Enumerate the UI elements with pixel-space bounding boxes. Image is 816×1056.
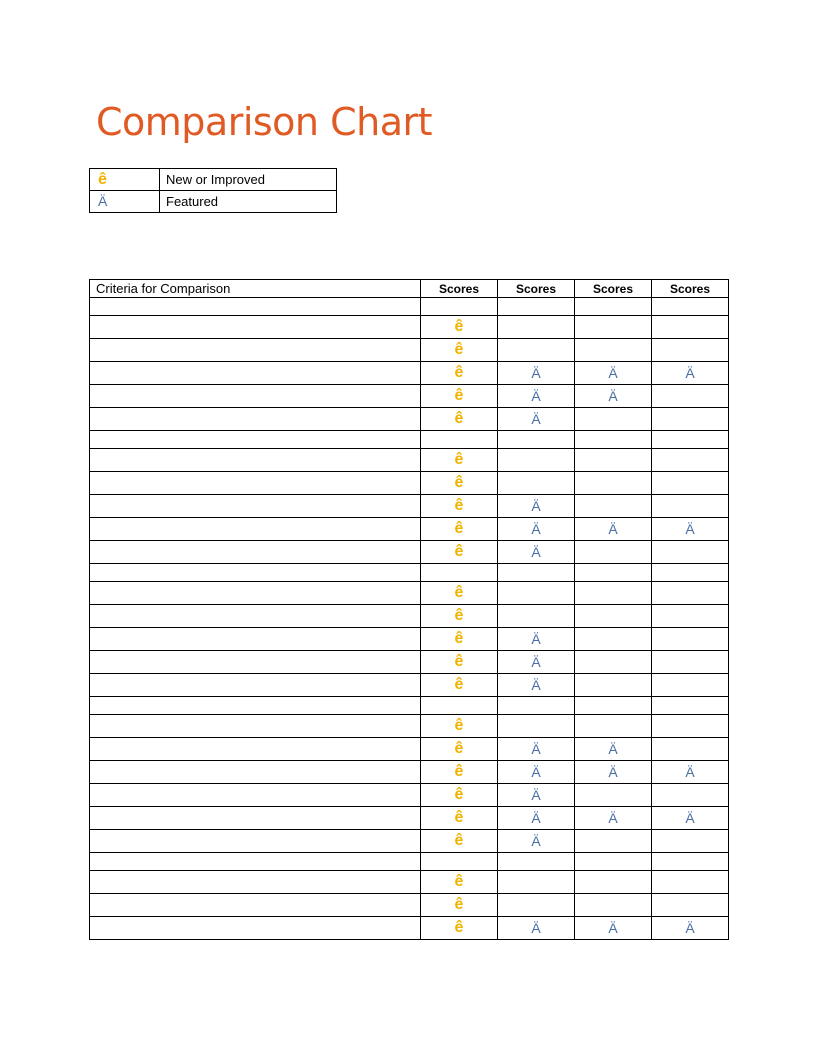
score-cell	[498, 761, 575, 784]
score-cell	[575, 651, 652, 674]
score-cell	[421, 917, 498, 940]
score-cell	[421, 541, 498, 564]
criteria-header: Criteria for Comparison	[90, 280, 421, 298]
new-or-improved-icon: ê	[454, 607, 464, 624]
table-row	[90, 605, 729, 628]
featured-icon: Ä	[608, 387, 618, 404]
new-or-improved-icon: ê	[454, 763, 464, 780]
score-cell	[652, 564, 729, 582]
score-cell	[498, 784, 575, 807]
score-cell	[421, 674, 498, 697]
criteria-cell	[90, 871, 421, 894]
table-row	[90, 518, 729, 541]
criteria-cell	[90, 738, 421, 761]
new-or-improved-icon: ê	[98, 170, 107, 188]
score-cell	[498, 830, 575, 853]
score-cell	[575, 807, 652, 830]
featured-icon: Ä	[531, 786, 541, 803]
score-cell	[652, 674, 729, 697]
table-row	[90, 408, 729, 431]
score-cell	[498, 871, 575, 894]
score-cell	[421, 761, 498, 784]
score-cell	[498, 651, 575, 674]
new-or-improved-icon: ê	[454, 873, 464, 890]
table-row	[90, 472, 729, 495]
score-cell	[652, 339, 729, 362]
table-row	[90, 316, 729, 339]
table-row	[90, 830, 729, 853]
featured-icon: Ä	[608, 740, 618, 757]
score-cell	[575, 894, 652, 917]
legend-row-featured	[90, 191, 337, 213]
criteria-cell	[90, 807, 421, 830]
score-cell	[575, 582, 652, 605]
score-cell	[498, 628, 575, 651]
score-cell	[421, 784, 498, 807]
score-cell	[575, 830, 652, 853]
featured-icon: Ä	[531, 520, 541, 537]
criteria-cell	[90, 784, 421, 807]
criteria-cell	[90, 339, 421, 362]
score-cell	[575, 472, 652, 495]
score-cell	[421, 715, 498, 738]
new-or-improved-icon: ê	[454, 896, 464, 913]
featured-icon: Ä	[531, 364, 541, 381]
new-or-improved-icon: ê	[454, 318, 464, 335]
score-cell	[498, 894, 575, 917]
score-cell	[498, 431, 575, 449]
table-row	[90, 385, 729, 408]
new-or-improved-icon: ê	[454, 584, 464, 601]
score-cell	[498, 582, 575, 605]
table-row	[90, 628, 729, 651]
table-row	[90, 871, 729, 894]
score-cell	[498, 362, 575, 385]
table-row	[90, 362, 729, 385]
score-cell	[421, 472, 498, 495]
score-cell	[498, 917, 575, 940]
criteria-cell	[90, 472, 421, 495]
score-cell	[498, 674, 575, 697]
score-cell	[652, 605, 729, 628]
scores-header: Scores	[498, 280, 575, 298]
score-cell	[652, 784, 729, 807]
criteria-cell	[90, 715, 421, 738]
new-or-improved-icon: ê	[454, 387, 464, 404]
score-cell	[421, 316, 498, 339]
new-or-improved-icon: ê	[454, 653, 464, 670]
score-cell	[498, 853, 575, 871]
score-cell	[652, 316, 729, 339]
table-spacer-row	[90, 298, 729, 316]
score-cell	[498, 339, 575, 362]
featured-icon: Ä	[685, 520, 695, 537]
score-cell	[421, 582, 498, 605]
table-row	[90, 651, 729, 674]
score-cell	[421, 449, 498, 472]
featured-icon: Ä	[531, 763, 541, 780]
criteria-cell	[90, 564, 421, 582]
table-header-row	[90, 280, 729, 298]
criteria-cell	[90, 917, 421, 940]
score-cell	[421, 894, 498, 917]
new-or-improved-icon: ê	[454, 410, 464, 427]
new-or-improved-icon: ê	[454, 364, 464, 381]
score-cell	[421, 385, 498, 408]
score-cell	[421, 738, 498, 761]
table-row	[90, 582, 729, 605]
criteria-cell	[90, 761, 421, 784]
new-or-improved-icon: ê	[454, 717, 464, 734]
new-or-improved-icon: ê	[454, 630, 464, 647]
score-cell	[421, 495, 498, 518]
score-cell	[498, 316, 575, 339]
criteria-cell	[90, 651, 421, 674]
score-cell	[575, 697, 652, 715]
criteria-cell	[90, 853, 421, 871]
criteria-cell	[90, 628, 421, 651]
score-cell	[421, 362, 498, 385]
score-cell	[498, 605, 575, 628]
comparison-table	[89, 279, 729, 940]
table-body	[90, 298, 729, 940]
criteria-cell	[90, 830, 421, 853]
featured-icon: Ä	[685, 364, 695, 381]
scores-header: Scores	[652, 280, 729, 298]
scores-header: Scores	[421, 280, 498, 298]
score-cell	[652, 853, 729, 871]
legend-row-new	[90, 169, 337, 191]
criteria-cell	[90, 385, 421, 408]
page-title: Comparison Chart	[96, 100, 433, 144]
score-cell	[498, 472, 575, 495]
score-cell	[421, 408, 498, 431]
featured-icon: Ä	[531, 676, 541, 693]
featured-icon: Ä	[685, 809, 695, 826]
score-cell	[575, 715, 652, 738]
featured-icon: Ä	[531, 410, 541, 427]
score-cell	[575, 541, 652, 564]
score-cell	[652, 761, 729, 784]
score-cell	[575, 564, 652, 582]
score-cell	[652, 408, 729, 431]
score-cell	[575, 871, 652, 894]
criteria-cell	[90, 495, 421, 518]
table-row	[90, 339, 729, 362]
table-row	[90, 761, 729, 784]
criteria-cell	[90, 674, 421, 697]
featured-icon: Ä	[608, 809, 618, 826]
score-cell	[421, 298, 498, 316]
score-cell	[575, 385, 652, 408]
score-cell	[652, 871, 729, 894]
score-cell	[421, 518, 498, 541]
criteria-cell	[90, 582, 421, 605]
score-cell	[421, 564, 498, 582]
new-or-improved-icon: ê	[454, 341, 464, 358]
score-cell	[575, 628, 652, 651]
score-cell	[652, 541, 729, 564]
criteria-cell	[90, 431, 421, 449]
table-spacer-row	[90, 564, 729, 582]
score-cell	[575, 495, 652, 518]
featured-icon: Ä	[531, 809, 541, 826]
score-cell	[498, 408, 575, 431]
score-cell	[575, 298, 652, 316]
score-cell	[575, 408, 652, 431]
new-or-improved-icon: ê	[454, 786, 464, 803]
score-cell	[421, 830, 498, 853]
new-or-improved-icon: ê	[454, 740, 464, 757]
score-cell	[498, 807, 575, 830]
new-or-improved-icon: ê	[454, 520, 464, 537]
score-cell	[421, 605, 498, 628]
legend-label-featured: Featured	[160, 191, 337, 213]
score-cell	[652, 385, 729, 408]
criteria-cell	[90, 541, 421, 564]
featured-icon: Ä	[531, 832, 541, 849]
score-cell	[652, 651, 729, 674]
legend-label-new: New or Improved	[160, 169, 337, 191]
score-cell	[652, 298, 729, 316]
new-or-improved-icon: ê	[454, 809, 464, 826]
featured-icon: Ä	[531, 740, 541, 757]
score-cell	[652, 472, 729, 495]
featured-icon: Ä	[608, 763, 618, 780]
score-cell	[575, 674, 652, 697]
score-cell	[575, 853, 652, 871]
table-row	[90, 917, 729, 940]
new-or-improved-icon: ê	[454, 451, 464, 468]
criteria-cell	[90, 316, 421, 339]
table-row	[90, 807, 729, 830]
score-cell	[421, 628, 498, 651]
featured-icon: Ä	[608, 919, 618, 936]
featured-icon: Ä	[98, 193, 108, 209]
score-cell	[575, 518, 652, 541]
score-cell	[652, 449, 729, 472]
criteria-cell	[90, 605, 421, 628]
score-cell	[652, 738, 729, 761]
table-row	[90, 784, 729, 807]
table-row	[90, 715, 729, 738]
featured-icon: Ä	[685, 763, 695, 780]
table-spacer-row	[90, 697, 729, 715]
featured-icon: Ä	[608, 364, 618, 381]
score-cell	[652, 894, 729, 917]
table-row	[90, 449, 729, 472]
new-or-improved-icon: ê	[454, 497, 464, 514]
score-cell	[575, 316, 652, 339]
featured-icon: Ä	[531, 653, 541, 670]
score-cell	[652, 697, 729, 715]
score-cell	[575, 362, 652, 385]
score-cell	[575, 761, 652, 784]
score-cell	[652, 917, 729, 940]
new-or-improved-icon: ê	[454, 919, 464, 936]
score-cell	[421, 431, 498, 449]
score-cell	[575, 784, 652, 807]
new-or-improved-icon: ê	[454, 543, 464, 560]
score-cell	[498, 495, 575, 518]
score-cell	[575, 431, 652, 449]
criteria-cell	[90, 894, 421, 917]
featured-icon: Ä	[531, 630, 541, 647]
featured-icon: Ä	[685, 919, 695, 936]
score-cell	[652, 362, 729, 385]
score-cell	[421, 853, 498, 871]
featured-icon: Ä	[608, 520, 618, 537]
criteria-cell	[90, 449, 421, 472]
featured-icon: Ä	[531, 543, 541, 560]
score-cell	[498, 518, 575, 541]
score-cell	[575, 605, 652, 628]
score-cell	[498, 385, 575, 408]
score-cell	[652, 628, 729, 651]
score-cell	[498, 449, 575, 472]
table-row	[90, 674, 729, 697]
score-cell	[652, 495, 729, 518]
score-cell	[575, 738, 652, 761]
score-cell	[652, 715, 729, 738]
score-cell	[652, 431, 729, 449]
score-cell	[498, 298, 575, 316]
score-cell	[575, 449, 652, 472]
table-spacer-row	[90, 853, 729, 871]
featured-icon: Ä	[531, 387, 541, 404]
criteria-cell	[90, 408, 421, 431]
score-cell	[421, 871, 498, 894]
score-cell	[575, 339, 652, 362]
table-row	[90, 894, 729, 917]
score-cell	[652, 582, 729, 605]
score-cell	[652, 807, 729, 830]
table-row	[90, 495, 729, 518]
score-cell	[652, 830, 729, 853]
new-or-improved-icon: ê	[454, 832, 464, 849]
featured-icon: Ä	[531, 919, 541, 936]
table-spacer-row	[90, 431, 729, 449]
score-cell	[421, 651, 498, 674]
score-cell	[498, 697, 575, 715]
score-cell	[421, 697, 498, 715]
table-row	[90, 738, 729, 761]
table-row	[90, 541, 729, 564]
featured-icon: Ä	[531, 497, 541, 514]
scores-header: Scores	[575, 280, 652, 298]
criteria-cell	[90, 697, 421, 715]
criteria-cell	[90, 298, 421, 316]
score-cell	[498, 564, 575, 582]
criteria-cell	[90, 518, 421, 541]
new-or-improved-icon: ê	[454, 474, 464, 491]
score-cell	[498, 541, 575, 564]
legend-table	[89, 168, 337, 213]
score-cell	[498, 738, 575, 761]
score-cell	[652, 518, 729, 541]
criteria-cell	[90, 362, 421, 385]
score-cell	[421, 807, 498, 830]
score-cell	[575, 917, 652, 940]
score-cell	[498, 715, 575, 738]
score-cell	[421, 339, 498, 362]
new-or-improved-icon: ê	[454, 676, 464, 693]
